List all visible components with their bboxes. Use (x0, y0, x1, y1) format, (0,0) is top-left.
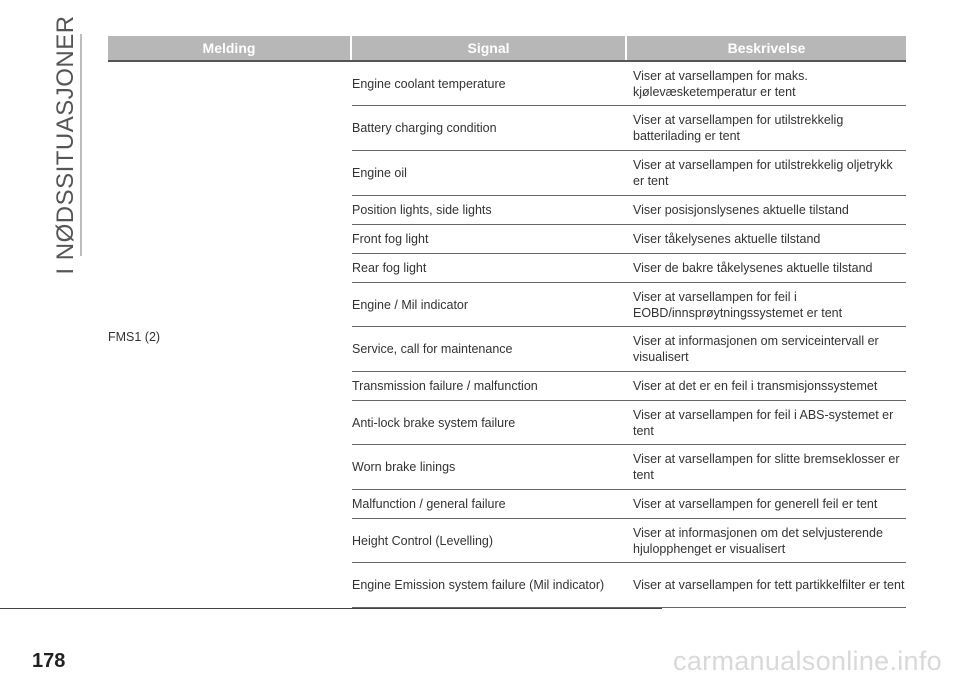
description-cell: Viser at varsellampen for tett partikkelfilter er tent (633, 578, 905, 592)
table-row (352, 401, 906, 445)
message-text: FMS1 (2) (108, 330, 161, 344)
description-cell: Viser at varsellampen for feil i ABS-systemet er tent (633, 407, 894, 438)
description-cell: Viser at informasjonen om det selvjusterende hjulopphenget er visualisert (633, 525, 883, 556)
description-cell: Viser at det er en feil i transmisjonssystemet (633, 379, 878, 393)
watermark: carmanualsonline.info (673, 646, 942, 676)
section-title-rule (80, 34, 82, 256)
signal-cell: Position lights, side lights (352, 203, 492, 217)
signal-cell: Battery charging condition (352, 121, 497, 135)
table-row (352, 225, 906, 254)
description-cell: Viser tåkelysenes aktuelle tilstand (633, 232, 821, 246)
signal-cell: Height Control (Levelling) (352, 533, 494, 548)
description-cell: Viser at varsellampen for slitte bremseklosser er tent (633, 452, 900, 482)
signal-cell: Rear fog light (352, 261, 427, 275)
description-cell: Viser at varsellampen for utilstrekkelig batterilading er tent (633, 113, 844, 143)
description-cell: Viser de bakre tåkelysenes aktuelle tilstand (633, 261, 873, 275)
header-signal: Signal (352, 36, 625, 60)
section-title (48, 15, 84, 275)
signal-cell: Engine Emission system failure (Mil indicator) (352, 578, 605, 592)
page-number: 178 (32, 650, 66, 672)
signal-cell: Anti-lock brake system failure (352, 415, 516, 430)
description-cell: Viser at varsellampen for utilstrekkelig oljetrykk er tent (633, 158, 893, 188)
fms-table (108, 36, 906, 609)
description-cell: Viser at varsellampen for feil i EOBD/innsprøytningssystemet er tent (633, 289, 843, 320)
table-row (352, 490, 906, 519)
description-cell: Viser at varsellampen for generell feil er tent (633, 497, 878, 511)
table-row (352, 445, 906, 490)
table-row (352, 372, 906, 401)
table-row (352, 151, 906, 196)
signal-cell: Engine / Mil indicator (352, 297, 469, 312)
table-row (352, 106, 906, 151)
signal-cell: Malfunction / general failure (352, 497, 506, 511)
table-header (108, 36, 906, 60)
table-row (352, 196, 906, 225)
signal-cell: Engine oil (352, 166, 407, 180)
table-row (352, 254, 906, 283)
signal-cell: Service, call for maintenance (352, 342, 513, 356)
signal-cell: Worn brake linings (352, 460, 456, 474)
table-row (352, 519, 906, 563)
table-row (352, 283, 906, 327)
message-cell (108, 62, 352, 608)
signal-cell: Front fog light (352, 232, 429, 246)
table-bottom-rule (0, 608, 662, 609)
signal-rows (352, 62, 906, 608)
section-title-text: I NØDSSITUASJONER (52, 15, 79, 275)
description-cell: Viser posisjonslysenes aktuelle tilstand (633, 203, 849, 217)
table-body (108, 62, 906, 608)
signal-cell: Transmission failure / malfunction (352, 379, 538, 393)
table-row (352, 563, 906, 608)
signal-cell: Engine coolant temperature (352, 76, 506, 91)
table-row (352, 62, 906, 106)
description-cell: Viser at varsellampen for maks. kjølevæsketemperatur er tent (633, 68, 808, 99)
description-cell: Viser at informasjonen om serviceintervall er visualisert (633, 334, 879, 364)
header-description: Beskrivelse (627, 36, 906, 60)
table-row (352, 327, 906, 372)
header-message: Melding (108, 36, 350, 60)
